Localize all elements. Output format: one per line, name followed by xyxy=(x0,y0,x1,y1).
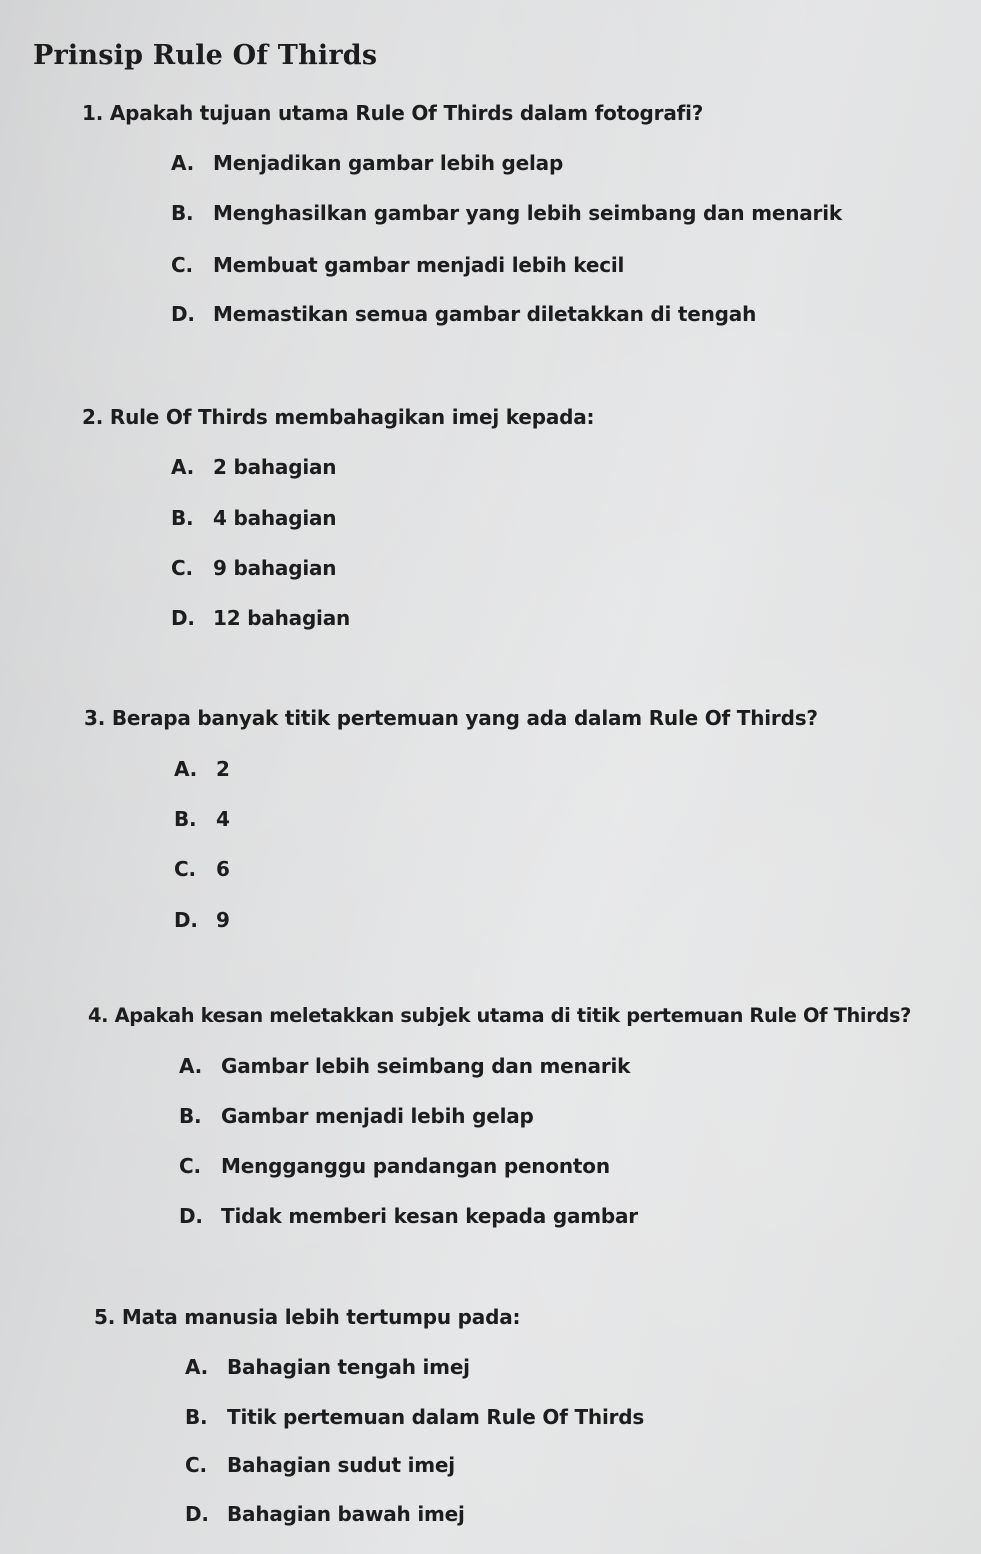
option-letter: B. xyxy=(179,1104,202,1128)
option-text: Membuat gambar menjadi lebih kecil xyxy=(213,253,625,277)
option-text: 12 bahagian xyxy=(213,606,351,630)
option-text: Tidak memberi kesan kepada gambar xyxy=(221,1204,638,1228)
option-letter: B. xyxy=(174,807,197,831)
option-text: 9 bahagian xyxy=(213,556,337,580)
q3-option-b xyxy=(174,807,230,831)
q4-option-b xyxy=(179,1104,534,1128)
q3-option-c xyxy=(174,857,230,881)
option-letter: D. xyxy=(171,606,195,630)
q4-option-a xyxy=(179,1054,630,1078)
option-letter: A. xyxy=(179,1054,203,1078)
option-text: Memastikan semua gambar diletakkan di tengah xyxy=(213,302,757,326)
option-letter: A. xyxy=(174,757,198,781)
option-letter: C. xyxy=(171,253,193,277)
option-text: Menjadikan gambar lebih gelap xyxy=(213,151,564,175)
q1-option-c xyxy=(171,253,624,277)
question-number: 1. xyxy=(82,101,104,125)
option-text: 2 xyxy=(216,757,230,781)
option-letter: B. xyxy=(171,506,194,530)
question-text: Mata manusia lebih tertumpu pada: xyxy=(121,1305,521,1329)
option-letter: B. xyxy=(171,201,194,225)
q3-option-a xyxy=(174,757,230,781)
option-text: Gambar lebih seimbang dan menarik xyxy=(221,1054,631,1078)
question-1 xyxy=(82,101,703,125)
option-letter: D. xyxy=(174,908,198,932)
question-number: 3. xyxy=(84,706,106,730)
option-text: 9 xyxy=(216,908,230,932)
page-title: Prinsip Rule Of Thirds xyxy=(33,40,378,71)
option-text: 4 bahagian xyxy=(213,506,337,530)
question-3 xyxy=(84,706,818,730)
question-5 xyxy=(94,1305,520,1329)
question-number: 5. xyxy=(94,1305,116,1329)
option-text: Bahagian sudut imej xyxy=(227,1453,455,1477)
q2-option-b xyxy=(171,506,336,530)
option-letter: A. xyxy=(171,151,195,175)
option-text: Bahagian tengah imej xyxy=(227,1355,470,1379)
q5-option-b xyxy=(185,1405,644,1429)
option-text: Mengganggu pandangan penonton xyxy=(221,1154,610,1178)
option-text: Titik pertemuan dalam Rule Of Thirds xyxy=(227,1405,645,1429)
q2-option-d xyxy=(171,606,350,630)
option-letter: C. xyxy=(185,1453,207,1477)
option-letter: C. xyxy=(174,857,196,881)
question-text: Apakah tujuan utama Rule Of Thirds dalam fotografi? xyxy=(109,101,704,125)
option-letter: D. xyxy=(179,1204,203,1228)
option-letter: B. xyxy=(185,1405,208,1429)
question-text: Rule Of Thirds membahagikan imej kepada: xyxy=(109,405,595,429)
option-letter: D. xyxy=(171,302,195,326)
option-letter: C. xyxy=(179,1154,201,1178)
question-number: 2. xyxy=(82,405,104,429)
q2-option-a xyxy=(171,455,336,479)
question-2 xyxy=(82,405,594,429)
q2-option-c xyxy=(171,556,336,580)
question-text: Berapa banyak titik pertemuan yang ada dalam Rule Of Thirds? xyxy=(111,706,818,730)
option-text: Menghasilkan gambar yang lebih seimbang dan menarik xyxy=(213,201,842,225)
q1-option-b xyxy=(171,201,842,225)
option-text: 6 xyxy=(216,857,230,881)
option-text: 4 xyxy=(216,807,230,831)
q1-option-a xyxy=(171,151,563,175)
option-letter: C. xyxy=(171,556,193,580)
question-4 xyxy=(88,1004,911,1027)
q1-option-d xyxy=(171,302,756,326)
q5-option-d xyxy=(185,1502,465,1526)
option-text: 2 bahagian xyxy=(213,455,337,479)
question-text: Apakah kesan meletakkan subjek utama di titik pertemuan Rule Of Thirds? xyxy=(114,1004,912,1027)
q5-option-a xyxy=(185,1355,470,1379)
q4-option-c xyxy=(179,1154,610,1178)
option-letter: A. xyxy=(171,455,195,479)
q3-option-d xyxy=(174,908,230,932)
option-text: Gambar menjadi lebih gelap xyxy=(221,1104,534,1128)
q4-option-d xyxy=(179,1204,638,1228)
q5-option-c xyxy=(185,1453,455,1477)
question-number: 4. xyxy=(88,1004,109,1027)
option-letter: A. xyxy=(185,1355,209,1379)
option-letter: D. xyxy=(185,1502,209,1526)
option-text: Bahagian bawah imej xyxy=(227,1502,465,1526)
